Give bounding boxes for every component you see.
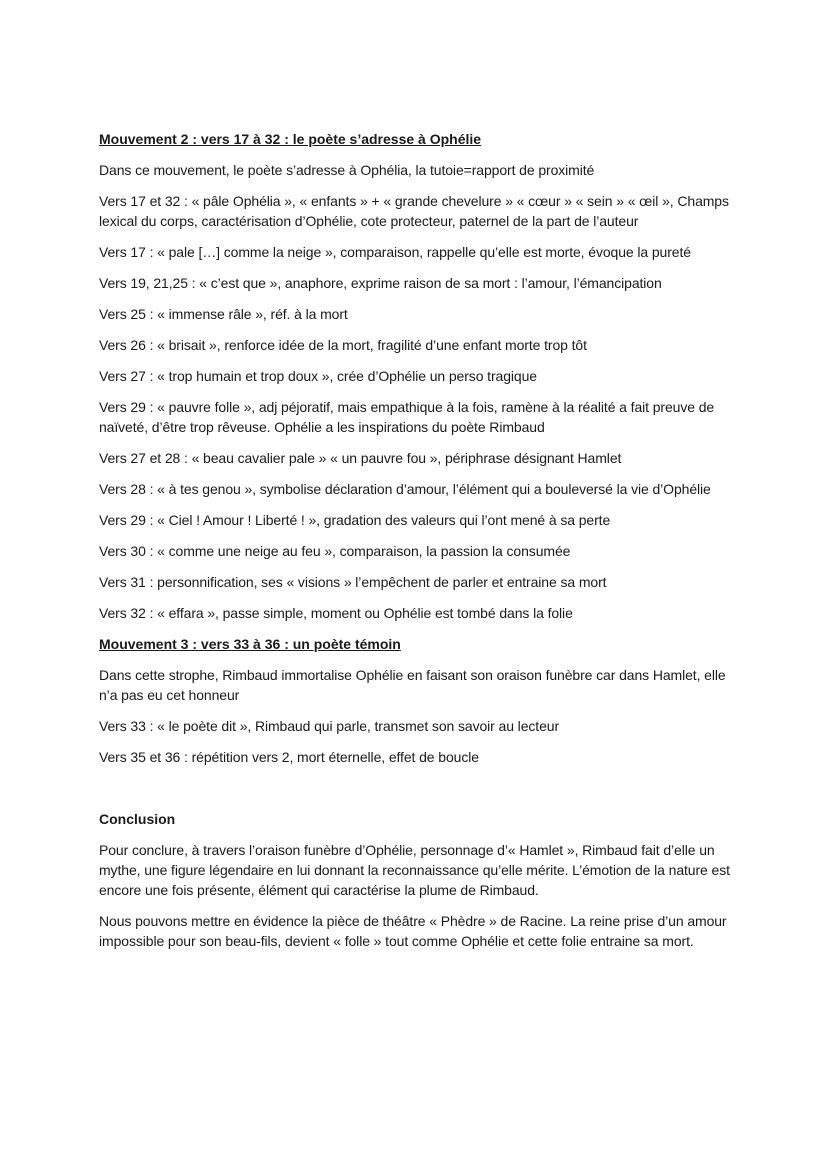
section-3-paragraph: Dans cette strophe, Rimbaud immortalise Ophélie en faisant son oraison funèbre car dans Hamlet, elle n’a pas eu cet honneur	[99, 667, 726, 703]
section-2-paragraph: Vers 32 : « effara », passe simple, moment ou Ophélie est tombé dans la folie	[99, 605, 573, 621]
section-2-heading: Mouvement 2 : vers 17 à 32 : le poète s’adresse à Ophélie	[99, 131, 482, 147]
section-3-paragraph: Vers 35 et 36 : répétition vers 2, mort éternelle, effet de boucle	[99, 749, 479, 765]
section-spacer	[99, 778, 739, 809]
section-3-paragraph: Vers 33 : « le poète dit », Rimbaud qui parle, transmet son savoir au lecteur	[99, 718, 560, 734]
conclusion-paragraph: Nous pouvons mettre en évidence la pièce de théâtre « Phèdre » de Racine. La reine prise d’un amour impossible pour son beau-fils, devient « folle » tout comme Ophélie et cette folie entraine sa mort.	[99, 913, 727, 949]
section-2-paragraph: Vers 30 : « comme une neige au feu », comparaison, la passion la consumée	[99, 543, 571, 559]
conclusion-paragraph: Pour conclure, à travers l’oraison funèbre d’Ophélie, personnage d’« Hamlet », Rimbaud fait d’elle un mythe, une figure légendaire en lui donnant la reconnaissance qu’elle mérite. L’émotion de la nature est encore une fois présente, élément qui caractérise la plume de Rimbaud.	[99, 842, 730, 898]
section-3-heading: Mouvement 3 : vers 33 à 36 : un poète témoin	[99, 636, 401, 652]
section-2-paragraph: Vers 29 : « Ciel ! Amour ! Liberté ! », gradation des valeurs qui l’ont mené à sa perte	[99, 512, 611, 528]
section-2-paragraph: Dans ce mouvement, le poète s’adresse à Ophélia, la tutoie=rapport de proximité	[99, 162, 595, 178]
section-2-paragraph: Vers 29 : « pauvre folle », adj péjoratif, mais empathique à la fois, ramène à la réalité a fait preuve de naïveté, d’être trop rêveuse. Ophélie a les inspirations du poète Rimbaud	[99, 399, 715, 435]
conclusion-heading: Conclusion	[99, 811, 176, 827]
document-page	[99, 129, 739, 962]
section-2-paragraph: Vers 27 : « trop humain et trop doux », crée d’Ophélie un perso tragique	[99, 368, 537, 384]
section-2-paragraph: Vers 25 : « immense râle », réf. à la mort	[99, 306, 348, 322]
section-2-paragraph: Vers 31 : personnification, ses « visions » l’empêchent de parler et entraine sa mort	[99, 574, 607, 590]
section-2-paragraph: Vers 19, 21,25 : « c’est que », anaphore, exprime raison de sa mort : l’amour, l’émancipation	[99, 275, 662, 291]
section-2-paragraph: Vers 17 et 32 : « pâle Ophélia », « enfants » + « grande chevelure » « cœur » « sein » « œil », Champs lexical du corps, caractérisation d’Ophélie, cote protecteur, paternel de la part de l’auteur	[99, 193, 729, 229]
section-2-paragraph: Vers 27 et 28 : « beau cavalier pale » « un pauvre fou », périphrase désignant Hamlet	[99, 450, 622, 466]
section-2-paragraph: Vers 28 : « à tes genou », symbolise déclaration d’amour, l’élément qui a bouleversé la vie d’Ophélie	[99, 481, 711, 497]
section-2-paragraph: Vers 17 : « pale […] comme la neige », comparaison, rappelle qu’elle est morte, évoque la pureté	[99, 244, 691, 260]
section-2-paragraph: Vers 26 : « brisait », renforce idée de la mort, fragilité d’une enfant morte trop tôt	[99, 337, 587, 353]
